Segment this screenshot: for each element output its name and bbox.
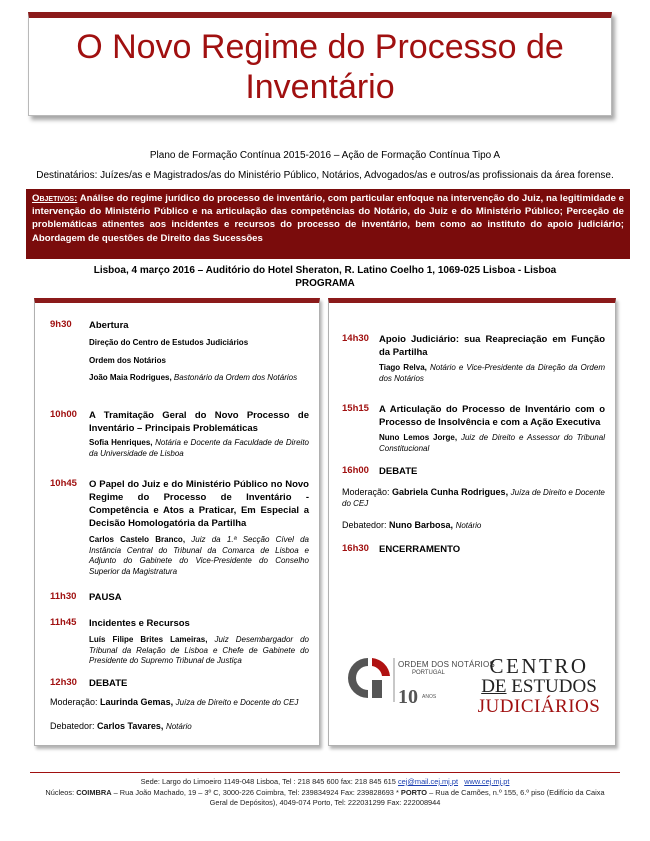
session-title: DEBATE xyxy=(89,678,128,689)
debater-line xyxy=(50,721,310,732)
session-speaker xyxy=(89,373,309,384)
speaker-name: João Maia Rodrigues, xyxy=(89,373,172,382)
debater-label: Debatedor: xyxy=(342,520,387,530)
debater-name: Carlos Tavares, xyxy=(97,721,164,731)
cej-logo-line3: JUDICIÁRIOS xyxy=(477,696,601,717)
cej-logo xyxy=(474,655,604,715)
footer-address: Sede: Largo do Limoeiro 1149-048 Lisboa, Tel : 218 845 600 fax: 218 845 615 xyxy=(140,777,396,786)
speaker-role: Notária e Docente da Faculdade de Direito da Universidade de Lisboa xyxy=(89,438,309,458)
footer-line-1 xyxy=(20,777,630,787)
session-time: 16h00 xyxy=(342,465,369,476)
session-time: 11h45 xyxy=(50,617,77,628)
session-title: PAUSA xyxy=(89,592,122,603)
session-title: DEBATE xyxy=(379,466,418,477)
speaker-role: Juiz da 1.ª Secção Cível da Instância Central do Tribunal da Comarca de Lisboa e Adjunto do Gabinete do Vice-Presidente do Conselho Superior da Magistratura xyxy=(89,535,309,576)
footer-line-2 xyxy=(20,788,630,798)
ordem-name: ORDEM DOS NOTÁRIOS xyxy=(398,660,495,669)
debater-label: Debatedor: xyxy=(50,721,95,731)
session-line: Direção do Centro de Estudos Judiciários xyxy=(89,338,249,347)
session-speaker xyxy=(379,433,605,454)
footer-line-3: Geral de Depósitos), 4049-074 Porto, Tel: 222031299 Fax: 222008944 xyxy=(209,798,441,807)
objetivos-label: Objetivos: xyxy=(32,193,78,204)
footer-nucleos-label: Núcleos: xyxy=(45,788,75,797)
footer-porto-label: PORTO xyxy=(400,788,428,797)
speaker-role: Notário e Vice-Presidente da Direção da Ordem dos Notários xyxy=(379,363,605,383)
session-time: 15h15 xyxy=(342,403,369,414)
moderation-label: Moderação: xyxy=(342,487,390,497)
speaker-role: Bastonário da Ordem dos Notários xyxy=(173,373,298,382)
cej-logo-line2 xyxy=(474,677,604,697)
title-box xyxy=(28,12,612,116)
session-line: Ordem dos Notários xyxy=(89,356,166,365)
session-speaker xyxy=(89,438,309,459)
speaker-name: Sofia Henriques, xyxy=(89,438,153,447)
session-time: 12h30 xyxy=(50,677,77,688)
speaker-name: Nuno Lemos Jorge, xyxy=(379,433,458,442)
session-speaker xyxy=(89,535,309,577)
footer-divider xyxy=(30,772,620,773)
ordem-country: PORTUGAL xyxy=(412,670,445,676)
footer-porto-text: – Rua de Camões, n.º 155, 6.º piso (Edifício da Caixa xyxy=(429,788,605,797)
session-title: O Papel do Juiz e do Ministério Público no Novo Regime do Processo de Inventário - Competência e Atos a Praticar, Em Especial a Decisão Homologatória da Partilha xyxy=(89,479,309,529)
session-title: A Tramitação Geral do Novo Processo de Inventário – Principais Problemáticas xyxy=(89,410,309,434)
page-title: O Novo Regime do Processo de Inventário xyxy=(76,27,564,106)
moderator-name: Laurinda Gemas, xyxy=(100,697,174,707)
speaker-name: Carlos Castelo Branco, xyxy=(89,535,186,544)
ordem-dos-notarios-logo xyxy=(342,652,495,714)
moderation-line xyxy=(342,487,608,509)
session-speaker xyxy=(379,363,605,384)
speaker-role: Juiz Desembargador do Tribunal da Relação de Lisboa e Chefe de Gabinete do Presidente do Supremo Tribunal de Justiça xyxy=(89,635,309,666)
speaker-role: Juiz de Direito e Assessor do Tribunal Constitucional xyxy=(379,433,605,453)
plan-line: Plano de Formação Contínua 2015-2016 – Ação de Formação Contínua Tipo A xyxy=(149,150,501,161)
session-title: Incidentes e Recursos xyxy=(89,618,190,629)
debater-line xyxy=(342,520,608,531)
moderator-name: Gabriela Cunha Rodrigues, xyxy=(392,487,509,497)
ordem-years: 10 xyxy=(398,686,418,708)
session-title: ENCERRAMENTO xyxy=(379,544,461,555)
venue-line: Lisboa, 4 março 2016 – Auditório do Hotel Sheraton, R. Latino Coelho 1, 1069-025 Lisboa - Lisboa xyxy=(93,265,557,276)
session-speaker xyxy=(89,635,309,667)
debater-role: Notário xyxy=(165,722,192,731)
programa-heading: PROGRAMA xyxy=(295,278,355,289)
session-time: 10h45 xyxy=(50,478,77,489)
cej-logo-line1: CENTRO xyxy=(489,654,589,678)
objetivos-text: Análise do regime jurídico do processo de inventário, com particular enfoque na intervenção do Juiz, na legitimidade e intervenção do Ministério Público e na articulação das competências do Notário, do Juiz e do Ministério Público; Perceção de problemáticas atinentes aos incidentes e recursos do processo de inventário, bem como ao instituto do apoio judiciário; Abordagem de questões de Direito das Sucessões xyxy=(32,193,624,244)
session-time: 10h00 xyxy=(50,409,77,420)
footer-coimbra-text: – Rua João Machado, 19 – 3º C, 3000-226 Coimbra, Tel: 239834924 Fax: 239828693 * xyxy=(113,788,399,797)
footer-email-link[interactable]: cej@mail.cej.mj.pt xyxy=(397,777,459,786)
cej-logo-estudos: ESTUDOS xyxy=(511,676,597,697)
objetivos-box xyxy=(26,189,630,259)
destinatarios-line: Destinatários: Juízes/as e Magistrados/as do Ministério Público, Notários, Advogados/as e outros/as profissionais da área forense. xyxy=(36,170,614,181)
session-time: 11h30 xyxy=(50,591,77,602)
moderation-line xyxy=(50,697,310,708)
program-column-left xyxy=(34,298,320,746)
debater-role: Notário xyxy=(455,521,482,530)
moderator-role: Juíza de Direito e Docente do CEJ xyxy=(175,698,299,707)
session-time: 9h30 xyxy=(50,319,72,330)
speaker-name: Luís Filipe Brites Lameiras, xyxy=(89,635,208,644)
session-title: Apoio Judiciário: sua Reapreciação em Função da Partilha xyxy=(379,334,605,358)
ordem-anos: ANOS xyxy=(422,694,437,700)
cej-logo-de: DE xyxy=(481,676,507,697)
speaker-name: Tiago Relva, xyxy=(379,363,427,372)
moderation-label: Moderação: xyxy=(50,697,98,707)
session-title: Abertura xyxy=(89,320,129,331)
moderator-role: Juíza de Direito e Docente do CEJ xyxy=(342,488,605,508)
footer-website-link[interactable]: www.cej.mj.pt xyxy=(464,777,510,786)
session-time: 16h30 xyxy=(342,543,369,554)
footer-coimbra-label: COIMBRA xyxy=(76,788,112,797)
debater-name: Nuno Barbosa, xyxy=(389,520,454,530)
session-title: A Articulação do Processo de Inventário com o Processo de Insolvência e com a Ação Executiva xyxy=(379,404,605,428)
session-time: 14h30 xyxy=(342,333,369,344)
